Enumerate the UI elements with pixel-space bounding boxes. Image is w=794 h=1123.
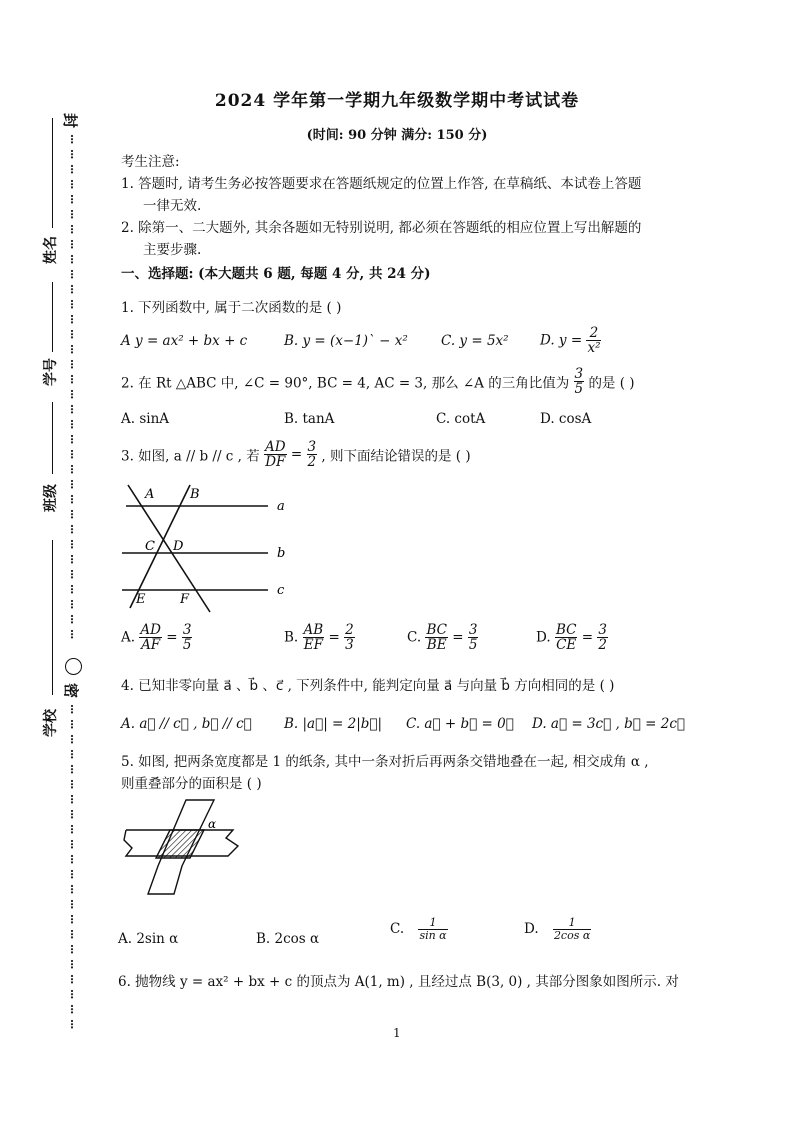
q2-option-c: C. cotA: [436, 411, 486, 427]
q2-option-a: A. sinA: [121, 411, 170, 427]
q5-option-a: A. 2sin α: [118, 931, 179, 947]
q2-frac-den: 5: [574, 381, 584, 398]
q3-option-b: B. $\frac{AB}{EF}$ = $\frac{2}{3}$: [284, 622, 354, 654]
q3-b-vnum: 2: [345, 622, 354, 638]
q5-option-c: [390, 917, 448, 941]
q5-d-num: 1: [553, 917, 591, 930]
q3-c-letter: C.: [407, 629, 422, 646]
q2-option-d: D. cosA: [540, 411, 592, 427]
q3-option-d: D. $\frac{BC}{CE}$ = $\frac{3}{2}$: [536, 622, 607, 654]
q3-stem: [121, 440, 471, 469]
q2-option-b: B. tanA: [284, 411, 335, 427]
section-1-heading: 一、选择题: (本大题共 6 题, 每题 4 分, 共 24 分): [121, 266, 431, 282]
q1-d-den: x²: [587, 340, 601, 357]
point-label-f: F: [180, 592, 190, 607]
q5-c-den: sin α: [419, 928, 447, 942]
notice-heading: 考生注意:: [121, 154, 180, 170]
q4-option-b: B. |a⃗| = 2|b⃗|: [284, 716, 383, 732]
q6-stem: 6. 抛物线 y = ax² + bx + c 的顶点为 A(1, m) , 且经过点 B(3, 0) , 其部分图象如图所示. 对: [118, 974, 679, 990]
q3-eq: =: [290, 446, 303, 463]
q2-stem-fraction: [574, 367, 585, 396]
point-label-b: B: [190, 487, 200, 502]
exam-info: (时间: 90 分钟 满分: 150 分): [306, 128, 488, 143]
notice-item-1-cont: 一律无效.: [143, 198, 202, 214]
q2-stem-pre: 2. 在 Rt △ABC 中, ∠C = 90°, BC = 4, AC = 3, 那么 ∠A 的三角比值为: [121, 375, 570, 392]
q2-frac-num: 3: [574, 366, 584, 382]
q3-d-letter: D.: [536, 629, 551, 646]
angle-label-alpha: α: [208, 817, 217, 831]
q3-a-letter: A.: [121, 629, 136, 646]
line-label-a: a: [277, 499, 285, 514]
notice-item-2-cont: 主要步骤.: [143, 242, 202, 258]
notice-item-1: 1. 答题时, 请考生务必按答题要求在答题纸规定的位置上作答, 在草稿纸、本试卷上答题: [121, 176, 642, 192]
q3-c-vnum: 3: [468, 622, 478, 638]
q3-a-num: AD: [140, 622, 161, 638]
q3-parallel-lines-figure: [118, 480, 298, 615]
margin-label-name: 姓名: [43, 236, 59, 264]
q5-c-num: 1: [418, 917, 447, 930]
margin-label-school: 学校: [43, 709, 59, 737]
page-title: 2024 学年第一学期九年级数学期中考试试卷: [214, 91, 580, 111]
page-number: 1: [393, 1026, 401, 1040]
q3-frac-den: DF: [265, 454, 286, 471]
q5-option-b: B. 2cos α: [256, 931, 320, 947]
q5-paper-strips-figure: [118, 796, 258, 896]
q3-b-vden: 3: [345, 637, 354, 654]
q3-a-den: AF: [141, 637, 161, 654]
q4-stem: 4. 已知非零向量 a⃗ 、b⃗ 、c⃗ , 下列条件中, 能判定向量 a⃗ 与向量 b⃗ 方向相同的是 ( ): [121, 678, 615, 694]
q1-option-d-prefix: D. y =: [540, 332, 583, 349]
q4-option-d: D. a⃗ = 3c⃗ , b⃗ = 2c⃗: [532, 716, 685, 732]
q3-c-num: BC: [426, 622, 447, 638]
q1-option-a: A y = ax² + bx + c: [121, 333, 248, 349]
q3-b-den: EF: [303, 637, 323, 654]
line-label-c: c: [277, 583, 285, 598]
q1-option-c: C. y = 5x²: [441, 333, 509, 349]
school-blank-line: [52, 540, 53, 695]
q5-stem-line-2: 则重叠部分的面积是 ( ): [121, 776, 262, 792]
q3-d-num: BC: [555, 622, 577, 638]
q3-d-vden: 2: [598, 637, 607, 654]
q2-stem-post: 的是 ( ): [588, 375, 635, 392]
margin-label-class: 班级: [43, 484, 59, 512]
q1-option-d-fraction: [586, 326, 601, 355]
q3-stem-value: [307, 440, 318, 469]
q5-option-d: [524, 917, 591, 941]
q3-b-letter: B.: [284, 629, 299, 646]
q3-c-vden: 5: [468, 637, 478, 654]
q3-frac-num: AD: [265, 439, 286, 455]
q3-stem-pre: 3. 如图, a // b // c , 若: [121, 448, 260, 465]
seal-dotted-line: [66, 130, 78, 1040]
margin-label-student-id: 学号: [43, 358, 59, 386]
seal-bottom-char: 密: [62, 682, 81, 699]
q3-d-vnum: 3: [598, 622, 607, 638]
q5-d-letter: D.: [524, 921, 539, 938]
q3-a-vden: 5: [182, 637, 192, 654]
q5-d-den: 2cos α: [553, 928, 591, 942]
point-label-e: E: [136, 592, 146, 607]
q3-option-a: A. $\frac{AD}{AF}$ = $\frac{3}{5}$: [121, 622, 192, 654]
point-label-a: A: [145, 487, 155, 502]
q3-d-den: CE: [556, 637, 577, 654]
student-id-blank-line: [52, 282, 53, 352]
q5-c-letter: C.: [390, 921, 405, 938]
q1-option-b: B. y = (x−1)` − x²: [284, 333, 408, 349]
q3-stem-fraction: [264, 440, 287, 469]
point-label-d: D: [173, 539, 184, 554]
q3-option-c: C. $\frac{BC}{BE}$ = $\frac{3}{5}$: [407, 622, 478, 654]
q3-b-num: AB: [303, 622, 324, 638]
q3-a-vnum: 3: [182, 622, 192, 638]
q5-stem-line-1: 5. 如图, 把两条宽度都是 1 的纸条, 其中一条对折后再两条交错地叠在一起, 相交成角 α ,: [121, 754, 649, 770]
q1-d-num: 2: [586, 326, 601, 341]
class-blank-line: [52, 402, 53, 474]
q4-option-a: A. a⃗ // c⃗ , b⃗ // c⃗: [121, 716, 252, 732]
point-label-c: C: [145, 539, 155, 554]
q1-stem: 1. 下列函数中, 属于二次函数的是 ( ): [121, 300, 342, 316]
q3-val-num: 3: [307, 439, 317, 455]
notice-item-2: 2. 除第一、二大题外, 其余各题如无特别说明, 都必须在答题纸的相应位置上写出解题的: [121, 220, 642, 236]
q2-stem: [121, 367, 635, 396]
q3-val-den: 2: [307, 454, 317, 471]
q3-stem-post: , 则下面结论错误的是 ( ): [321, 448, 471, 465]
q1-option-d: [540, 326, 601, 355]
line-label-b: b: [277, 546, 286, 561]
q3-c-den: BE: [426, 637, 447, 654]
seal-top-char: 封: [61, 112, 80, 129]
q4-option-c: C. a⃗ + b⃗ = 0⃗: [406, 716, 514, 732]
